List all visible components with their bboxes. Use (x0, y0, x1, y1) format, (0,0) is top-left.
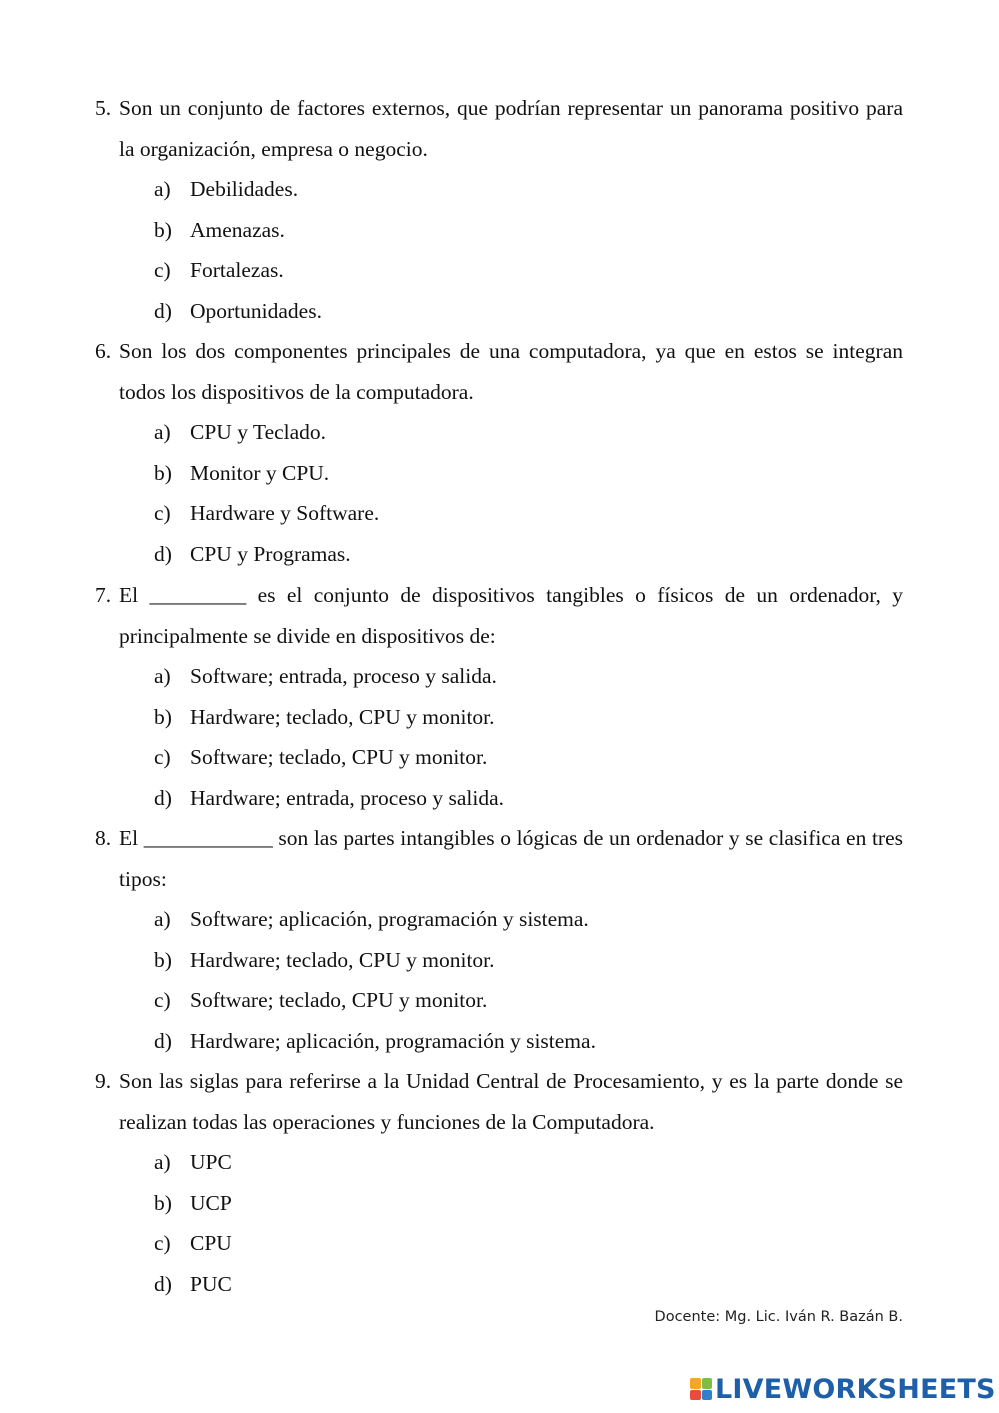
option-d[interactable] (95, 1021, 903, 1062)
options-list (95, 1142, 903, 1304)
option-text: Software; teclado, CPU y monitor. (190, 745, 488, 770)
option-text: Amenazas. (190, 217, 285, 242)
question-text: El ____________ son las partes intangibles o lógicas de un ordenador y se clasifica en tres tipos: (119, 826, 903, 891)
question-text: Son los dos componentes principales de una computadora, ya que en estos se integran todos los dispositivos de la computadora. (119, 339, 903, 404)
option-text: Debilidades. (190, 177, 299, 202)
option-letter: d) (154, 541, 172, 566)
option-letter: c) (154, 745, 171, 770)
option-text: Software; entrada, proceso y salida. (190, 664, 497, 689)
option-c[interactable] (95, 980, 903, 1021)
option-letter: b) (154, 460, 172, 485)
option-d[interactable] (95, 778, 903, 819)
question-5 (95, 88, 903, 332)
option-letter: d) (154, 1028, 172, 1053)
options-list (95, 899, 903, 1061)
option-letter: a) (154, 177, 171, 202)
question-6 (95, 331, 903, 575)
question-number: 6. (95, 339, 112, 363)
option-b[interactable] (95, 697, 903, 738)
option-letter: a) (154, 1150, 171, 1175)
option-text: PUC (190, 1271, 232, 1296)
option-letter: c) (154, 1231, 171, 1256)
option-b[interactable] (95, 1183, 903, 1224)
question-9 (95, 1061, 903, 1305)
question-number: 7. (95, 583, 112, 607)
option-b[interactable] (95, 210, 903, 251)
option-text: Hardware; teclado, CPU y monitor. (190, 947, 495, 972)
question-number: 8. (95, 826, 112, 850)
option-text: Hardware y Software. (190, 501, 380, 526)
option-b[interactable] (95, 453, 903, 494)
option-text: CPU y Teclado. (190, 420, 327, 445)
option-text: CPU y Programas. (190, 541, 351, 566)
question-text: Son las siglas para referirse a la Unidad Central de Procesamiento, y es la parte donde se realizan todas las operaciones y funciones de la Computadora. (119, 1069, 903, 1134)
liveworksheets-logo-icon (690, 1378, 712, 1400)
logo-text: LIVEWORKSHEETS (715, 1373, 996, 1405)
option-text: Software; aplicación, programación y sistema. (190, 907, 589, 932)
option-text: Oportunidades. (190, 298, 322, 323)
option-b[interactable] (95, 940, 903, 981)
option-d[interactable] (95, 534, 903, 575)
option-c[interactable] (95, 1223, 903, 1264)
option-text: Fortalezas. (190, 258, 284, 283)
option-text: Hardware; aplicación, programación y sistema. (190, 1028, 596, 1053)
option-letter: b) (154, 217, 172, 242)
option-letter: b) (154, 947, 172, 972)
option-letter: c) (154, 501, 171, 526)
logo-square-4 (702, 1390, 713, 1401)
option-letter: a) (154, 420, 171, 445)
options-list (95, 656, 903, 818)
option-c[interactable] (95, 493, 903, 534)
option-letter: b) (154, 1190, 172, 1215)
question-7 (95, 575, 903, 819)
option-a[interactable] (95, 1142, 903, 1183)
option-letter: d) (154, 785, 172, 810)
option-a[interactable] (95, 169, 903, 210)
option-a[interactable] (95, 656, 903, 697)
logo-square-1 (690, 1378, 701, 1389)
option-letter: a) (154, 907, 171, 932)
question-number: 9. (95, 1069, 112, 1093)
option-d[interactable] (95, 1264, 903, 1305)
option-text: Hardware; entrada, proceso y salida. (190, 785, 504, 810)
option-text: UPC (190, 1150, 232, 1175)
options-list (95, 412, 903, 574)
option-letter: d) (154, 1271, 172, 1296)
option-text: UCP (190, 1190, 232, 1215)
option-letter: a) (154, 664, 171, 689)
question-8 (95, 818, 903, 1062)
option-letter: c) (154, 258, 171, 283)
logo-square-3 (690, 1390, 701, 1401)
option-d[interactable] (95, 291, 903, 332)
option-text: Software; teclado, CPU y monitor. (190, 988, 488, 1013)
option-letter: d) (154, 298, 172, 323)
option-a[interactable] (95, 412, 903, 453)
liveworksheets-logo[interactable] (690, 1372, 996, 1406)
teacher-credit: Docente: Mg. Lic. Iván R. Bazán B. (654, 1309, 903, 1325)
options-list (95, 169, 903, 331)
option-letter: b) (154, 704, 172, 729)
option-c[interactable] (95, 250, 903, 291)
option-text: Monitor y CPU. (190, 460, 330, 485)
option-a[interactable] (95, 899, 903, 940)
question-number: 5. (95, 96, 112, 120)
question-text: Son un conjunto de factores externos, que podrían representar un panorama positivo para la organización, empresa o negocio. (119, 96, 903, 161)
logo-square-2 (702, 1378, 713, 1389)
option-c[interactable] (95, 737, 903, 778)
option-text: CPU (190, 1231, 232, 1256)
option-text: Hardware; teclado, CPU y monitor. (190, 704, 495, 729)
option-letter: c) (154, 988, 171, 1013)
question-text: El _________ es el conjunto de dispositivos tangibles o físicos de un ordenador, y principalmente se divide en dispositivos de: (119, 583, 903, 648)
